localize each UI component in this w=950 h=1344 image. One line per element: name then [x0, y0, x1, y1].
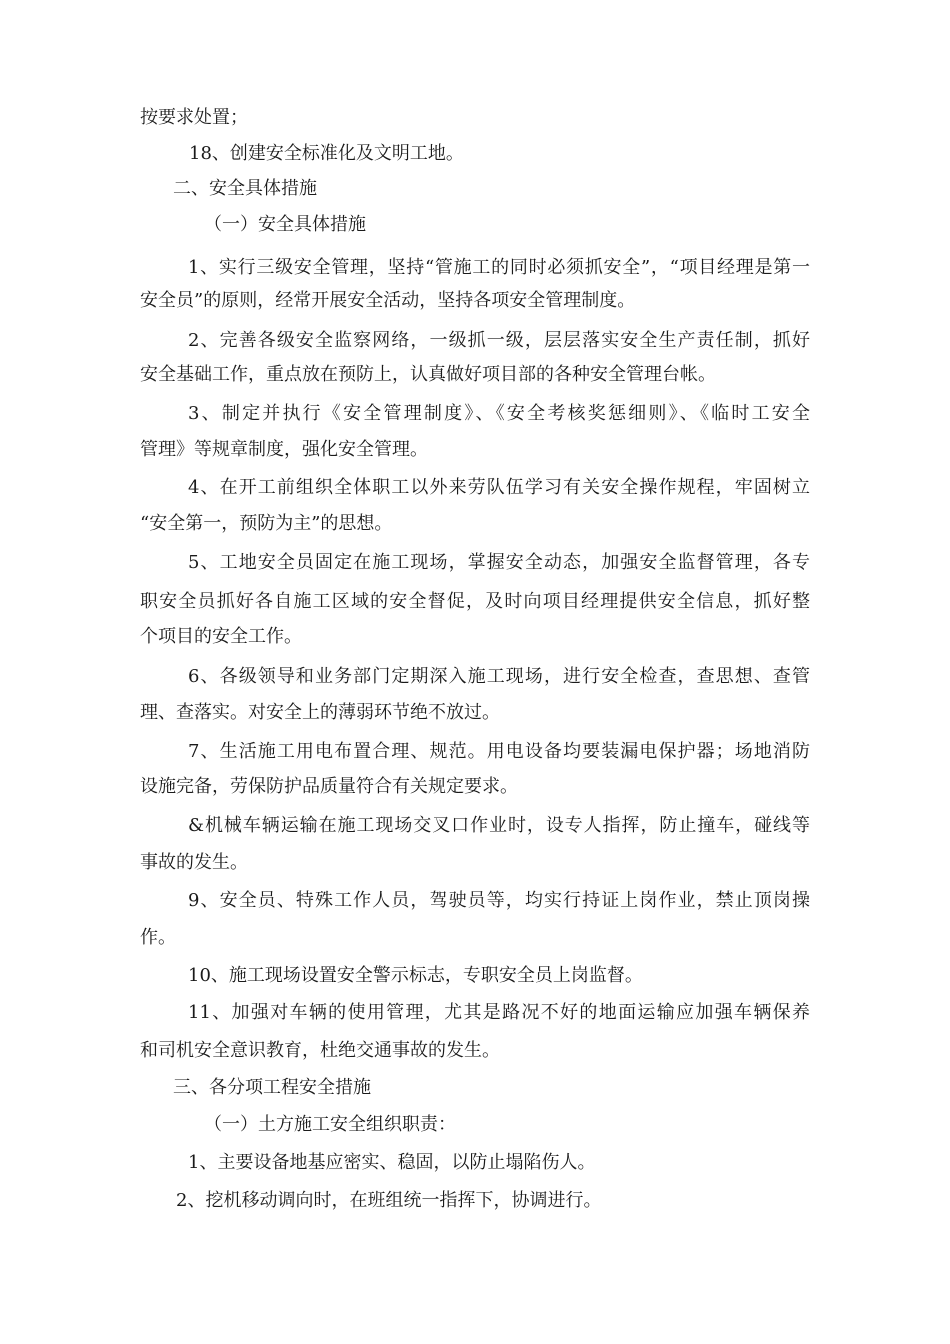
text-line: 7、生活施工用电布置合理、规范。用电设备均要装漏电保护器；场地消防: [188, 741, 810, 762]
text-line: 5、工地安全员固定在施工现场，掌握安全动态，加强安全监督管理，各专: [188, 552, 810, 573]
text-line: 1、主要设备地基应密实、稳固，以防止塌陷伤人。: [188, 1152, 596, 1173]
text-line: 18、创建安全标准化及文明工地。: [189, 143, 464, 164]
text-line: 个项目的安全工作。: [140, 626, 302, 647]
text-line: 按要求处置；: [140, 107, 248, 128]
text-line: 6、各级领导和业务部门定期深入施工现场，进行安全检查，查思想、查管: [188, 666, 810, 687]
section-heading: 二、安全具体措施: [173, 178, 317, 199]
text-line: “安全第一，预防为主”的思想。: [140, 513, 393, 534]
text-line: 10、施工现场设置安全警示标志，专职安全员上岗监督。: [188, 965, 643, 986]
text-line: 设施完备，劳保防护品质量符合有关规定要求。: [140, 776, 518, 797]
text-line: 管理》等规章制度，强化安全管理。: [140, 439, 428, 460]
text-line: 1、实行三级安全管理，坚持“管施工的同时必须抓安全”，“项目经理是第一: [188, 257, 810, 278]
text-line: 2、完善各级安全监察网络，一级抓一级，层层落实安全生产责任制，抓好: [188, 330, 810, 351]
section-heading: 三、各分项工程安全措施: [173, 1077, 371, 1098]
text-line: 和司机安全意识教育，杜绝交通事故的发生。: [140, 1040, 500, 1061]
text-line: 职安全员抓好各自施工区域的安全督促，及时向项目经理提供安全信息，抓好整: [140, 591, 810, 612]
text-line: 安全员”的原则，经常开展安全活动，坚持各项安全管理制度。: [140, 290, 636, 311]
subsection-heading: （一）安全具体措施: [204, 214, 366, 235]
text-line: 作。: [140, 927, 176, 948]
subsection-heading: （一）土方施工安全组织职责：: [204, 1114, 456, 1135]
text-line: 3、制定并执行《安全管理制度》、《安全考核奖惩细则》、《临时工安全: [188, 403, 810, 424]
text-line: &机械车辆运输在施工现场交叉口作业时，设专人指挥，防止撞车，碰线等: [188, 815, 810, 836]
text-line: 2、挖机移动调向时，在班组统一指挥下，协调进行。: [176, 1190, 602, 1211]
text-line: 4、在开工前组织全体职工以外来劳队伍学习有关安全操作规程，牢固树立: [188, 477, 810, 498]
text-line: 安全基础工作，重点放在预防上，认真做好项目部的各种安全管理台帐。: [140, 364, 716, 385]
text-line: 11、加强对车辆的使用管理，尤其是路况不好的地面运输应加强车辆保养: [188, 1002, 810, 1023]
text-line: 9、安全员、特殊工作人员，驾驶员等，均实行持证上岗作业，禁止顶岗操: [188, 890, 810, 911]
text-line: 理、查落实。对安全上的薄弱环节绝不放过。: [140, 702, 500, 723]
text-line: 事故的发生。: [140, 852, 248, 873]
